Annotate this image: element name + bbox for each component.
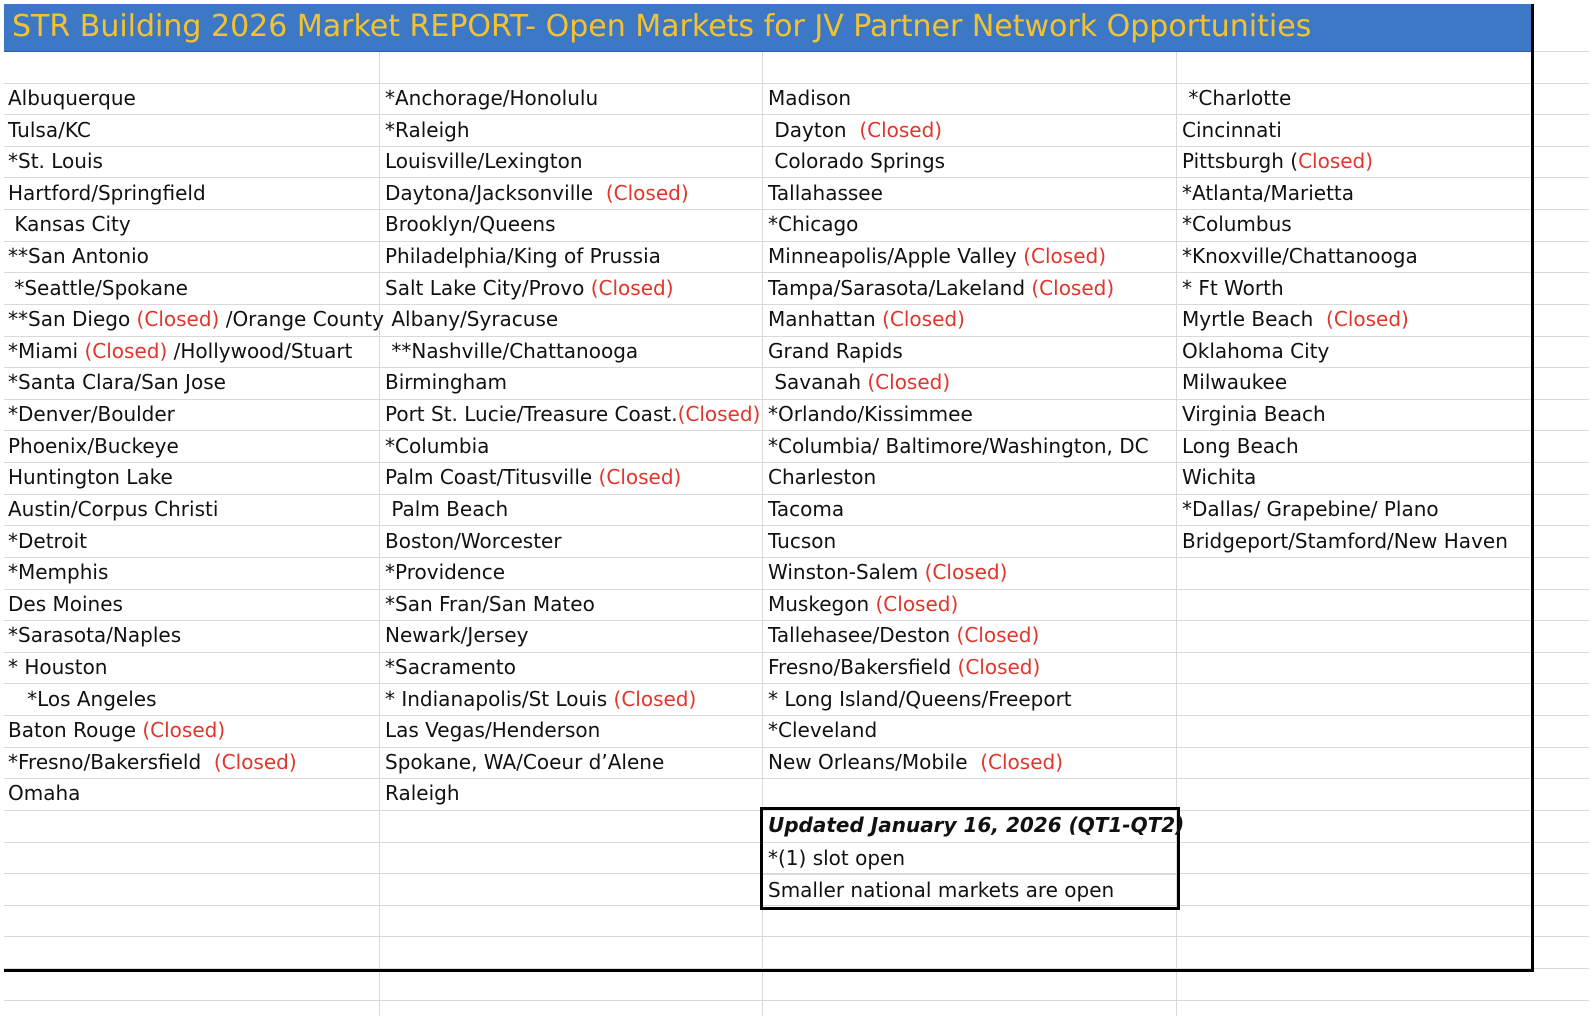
market-cell <box>1182 336 1508 368</box>
market-name: *Atlanta/Marietta <box>1182 180 1355 205</box>
market-cell <box>1182 178 1508 210</box>
update-note-box <box>760 807 1185 910</box>
market-name: * Ft Worth <box>1182 275 1284 300</box>
market-cell <box>385 241 760 273</box>
market-cell <box>768 399 1149 431</box>
market-cell <box>8 715 384 747</box>
closed-label: (Closed) <box>84 338 168 363</box>
market-name: Raleigh <box>385 781 460 806</box>
market-name: Dayton <box>768 117 860 142</box>
table-bottom-border <box>4 969 1534 972</box>
market-cell <box>1182 304 1508 336</box>
title-bar <box>4 4 1534 52</box>
market-name: *Detroit <box>8 528 87 553</box>
market-cell <box>1182 462 1508 494</box>
market-cell <box>385 399 760 431</box>
market-name: *San Fran/San Mateo <box>385 591 595 616</box>
market-cell <box>8 399 384 431</box>
market-name: *Columbia/ Baltimore/Washington, DC <box>768 433 1149 458</box>
market-cell <box>768 620 1149 652</box>
market-name: * Houston <box>8 654 108 679</box>
market-name: *Denver/Boulder <box>8 402 175 427</box>
closed-label: (Closed) <box>136 307 220 332</box>
market-cell <box>8 431 384 463</box>
market-cell <box>1182 146 1508 178</box>
market-name: Austin/Corpus Christi <box>8 496 219 521</box>
market-name: Myrtle Beach <box>1182 307 1327 332</box>
market-name: *Columbus <box>1182 212 1292 237</box>
market-name: Brooklyn/Queens <box>385 212 556 237</box>
market-cell <box>8 241 384 273</box>
market-name: Tampa/Sarasota/Lakeland <box>768 275 1032 300</box>
market-name: Palm Beach <box>385 496 509 521</box>
market-name: Wichita <box>1182 465 1257 490</box>
market-name: * Indianapolis/St Louis <box>385 686 614 711</box>
market-name: Baton Rouge <box>8 718 143 743</box>
market-cell <box>385 557 760 589</box>
market-cell <box>768 209 1149 241</box>
closed-label: (Closed) <box>1031 275 1115 300</box>
closed-label: (Closed) <box>142 718 226 743</box>
market-cell <box>768 115 1149 147</box>
market-name: Cincinnati <box>1182 117 1282 142</box>
market-name: New Orleans/Mobile <box>768 749 981 774</box>
market-cell <box>8 684 384 716</box>
market-cell <box>768 715 1149 747</box>
update-date: Updated January 16, 2026 (QT1-QT2) <box>768 813 1185 837</box>
market-name: Omaha <box>8 781 81 806</box>
market-cell <box>768 684 1149 716</box>
market-cell <box>8 336 384 368</box>
market-name: Philadelphia/King of Prussia <box>385 244 661 269</box>
market-name: Port St. Lucie/Treasure Coast. <box>385 402 678 427</box>
market-cell <box>1182 526 1508 558</box>
market-name: Grand Rapids <box>768 338 903 363</box>
market-cell <box>385 273 760 305</box>
market-cell <box>385 747 760 779</box>
closed-label: (Closed) <box>590 275 674 300</box>
closed-label: (Closed) <box>1326 307 1409 332</box>
market-name: *St. Louis <box>8 149 103 174</box>
market-name: *Raleigh <box>385 117 470 142</box>
market-name: Tucson <box>768 528 837 553</box>
market-cell <box>768 747 1149 779</box>
market-name: Palm Coast/Titusville <box>385 465 599 490</box>
market-cell <box>385 209 760 241</box>
market-cell <box>1182 399 1508 431</box>
closed-label: (Closed) <box>677 402 761 427</box>
market-cell <box>1182 115 1508 147</box>
closed-label: (Closed) <box>980 749 1064 774</box>
closed-label: (Closed) <box>613 686 697 711</box>
market-name: Daytona/Jacksonville <box>385 180 606 205</box>
market-name: Madison <box>768 86 852 110</box>
market-name: Virginia Beach <box>1182 402 1326 427</box>
market-cell <box>768 652 1149 684</box>
market-name: *Charlotte <box>1182 86 1292 110</box>
market-cell <box>8 273 384 305</box>
market-name: *Knoxville/Chattanooga <box>1182 244 1418 269</box>
market-name: Bridgeport/Stamford/New Haven <box>1182 528 1508 553</box>
market-name: Oklahoma City <box>1182 338 1330 363</box>
market-name: Las Vegas/Henderson <box>385 718 601 743</box>
closed-label: (Closed) <box>1023 244 1107 269</box>
market-cell <box>385 367 760 399</box>
market-name: Albuquerque <box>8 86 136 110</box>
market-cell <box>768 367 1149 399</box>
market-name: Phoenix/Buckeye <box>8 433 179 458</box>
market-cell <box>768 336 1149 368</box>
market-cell <box>768 589 1149 621</box>
market-cell <box>8 747 384 779</box>
market-cell <box>385 146 760 178</box>
market-cell <box>385 778 760 810</box>
table-right-border <box>1531 4 1534 972</box>
market-name: *Sarasota/Naples <box>8 623 182 648</box>
closed-label: (Closed) <box>882 307 965 332</box>
market-cell <box>1182 431 1508 463</box>
market-column-1 <box>8 83 384 810</box>
market-name: Kansas City <box>8 212 131 237</box>
market-name: Minneapolis/Apple Valley <box>768 244 1024 269</box>
market-name: Huntington Lake <box>8 465 173 490</box>
market-name: Long Beach <box>1182 433 1299 458</box>
market-cell <box>768 557 1149 589</box>
smaller-markets-note: Smaller national markets are open <box>763 874 1177 907</box>
market-name: Tulsa/KC <box>8 117 91 142</box>
market-name: Savanah <box>768 370 868 395</box>
market-name: *Seattle/Spokane <box>8 275 188 300</box>
market-name: Albany/Syracuse <box>385 307 559 332</box>
market-cell <box>1182 273 1508 305</box>
market-cell <box>385 620 760 652</box>
market-name: **Nashville/Chattanooga <box>385 338 639 363</box>
market-cell <box>768 273 1149 305</box>
market-cell <box>8 115 384 147</box>
closed-label: (Closed) <box>867 370 951 395</box>
grid-line <box>4 1000 1589 1001</box>
market-cell <box>8 146 384 178</box>
market-name: Tallahassee <box>768 180 883 205</box>
report-title: STR Building 2026 Market REPORT- Open Markets for JV Partner Network Opportunities <box>12 9 1312 44</box>
market-name: Colorado Springs <box>768 149 946 174</box>
market-name: Spokane, WA/Coeur d’Alene <box>385 749 665 774</box>
market-name: Hartford/Springfield <box>8 180 206 205</box>
market-name: Newark/Jersey <box>385 623 529 648</box>
market-name: *Orlando/Kissimmee <box>768 402 973 427</box>
market-name: Tacoma <box>768 496 845 521</box>
market-cell <box>8 494 384 526</box>
market-cell <box>8 367 384 399</box>
market-cell <box>8 589 384 621</box>
market-cell <box>768 178 1149 210</box>
market-name: Des Moines <box>8 591 123 616</box>
market-column-2 <box>385 83 760 810</box>
market-column-3 <box>768 83 1149 778</box>
market-cell <box>1182 494 1508 526</box>
market-cell <box>385 304 760 336</box>
market-name: *Anchorage/Honolulu <box>385 86 599 110</box>
market-cell <box>768 526 1149 558</box>
market-cell <box>768 431 1149 463</box>
market-name: *Los Angeles <box>8 686 157 711</box>
market-cell <box>768 304 1149 336</box>
market-name-suffix: /Orange County <box>219 307 384 332</box>
market-name: *Memphis <box>8 560 109 585</box>
closed-label: (Closed) <box>859 117 943 142</box>
market-name: Fresno/Bakersfield <box>768 654 958 679</box>
market-name: * Long Island/Queens/Freeport <box>768 686 1072 711</box>
market-name-suffix: /Hollywood/Stuart <box>167 338 353 363</box>
closed-label: Closed) <box>1298 149 1374 174</box>
market-cell <box>8 557 384 589</box>
market-name: *Providence <box>385 560 506 585</box>
market-name: Milwaukee <box>1182 370 1288 395</box>
market-cell <box>8 620 384 652</box>
market-name: Winston-Salem <box>768 560 925 585</box>
market-cell <box>768 462 1149 494</box>
market-cell <box>385 684 760 716</box>
market-name: *Fresno/Bakersfield <box>8 749 214 774</box>
closed-label: (Closed) <box>605 180 689 205</box>
market-cell <box>385 652 760 684</box>
market-cell <box>768 241 1149 273</box>
closed-label: (Closed) <box>957 654 1041 679</box>
market-name: Boston/Worcester <box>385 528 562 553</box>
market-cell <box>385 462 760 494</box>
market-name: Muskegon <box>768 591 876 616</box>
market-name: *Chicago <box>768 212 859 237</box>
market-cell <box>385 431 760 463</box>
market-cell <box>385 715 760 747</box>
market-cell <box>385 178 760 210</box>
market-cell <box>8 178 384 210</box>
market-name: *Miami <box>8 338 85 363</box>
closed-label: (Closed) <box>924 560 1008 585</box>
market-column-4 <box>1182 83 1508 557</box>
market-cell <box>768 83 1149 115</box>
market-name: *Sacramento <box>385 654 516 679</box>
market-cell <box>1182 241 1508 273</box>
market-name: *Santa Clara/San Jose <box>8 370 226 395</box>
market-cell <box>8 652 384 684</box>
market-cell <box>1182 83 1508 115</box>
market-cell <box>385 589 760 621</box>
market-cell <box>385 336 760 368</box>
slot-open-note: *(1) slot open <box>763 842 1177 875</box>
market-cell <box>385 526 760 558</box>
market-cell <box>8 209 384 241</box>
market-name: Birmingham <box>385 370 507 395</box>
market-cell <box>8 462 384 494</box>
spreadsheet <box>4 4 1589 1016</box>
market-cell <box>8 526 384 558</box>
closed-label: (Closed) <box>213 749 297 774</box>
market-name: Manhattan <box>768 307 883 332</box>
closed-label: (Closed) <box>598 465 682 490</box>
market-name: **San Diego <box>8 307 137 332</box>
market-cell <box>8 304 384 336</box>
market-cell <box>385 494 760 526</box>
market-cell <box>768 146 1149 178</box>
market-name: *Cleveland <box>768 718 878 743</box>
market-cell <box>1182 209 1508 241</box>
closed-label: (Closed) <box>956 623 1040 648</box>
market-cell <box>385 83 760 115</box>
market-name: Salt Lake City/Provo <box>385 275 591 300</box>
market-name: Louisville/Lexington <box>385 149 583 174</box>
market-name: *Dallas/ Grapebine/ Plano <box>1182 496 1439 521</box>
closed-label: (Closed) <box>875 591 959 616</box>
market-name: Tallehasee/Deston <box>768 623 957 648</box>
market-name: *Columbia <box>385 433 490 458</box>
market-name: Pittsburgh ( <box>1182 149 1299 174</box>
grid-line <box>4 936 1589 937</box>
market-cell <box>8 778 384 810</box>
market-cell <box>385 115 760 147</box>
market-name: Charleston <box>768 465 877 490</box>
market-name: **San Antonio <box>8 244 149 269</box>
market-cell <box>768 494 1149 526</box>
market-cell <box>8 83 384 115</box>
market-cell <box>1182 367 1508 399</box>
